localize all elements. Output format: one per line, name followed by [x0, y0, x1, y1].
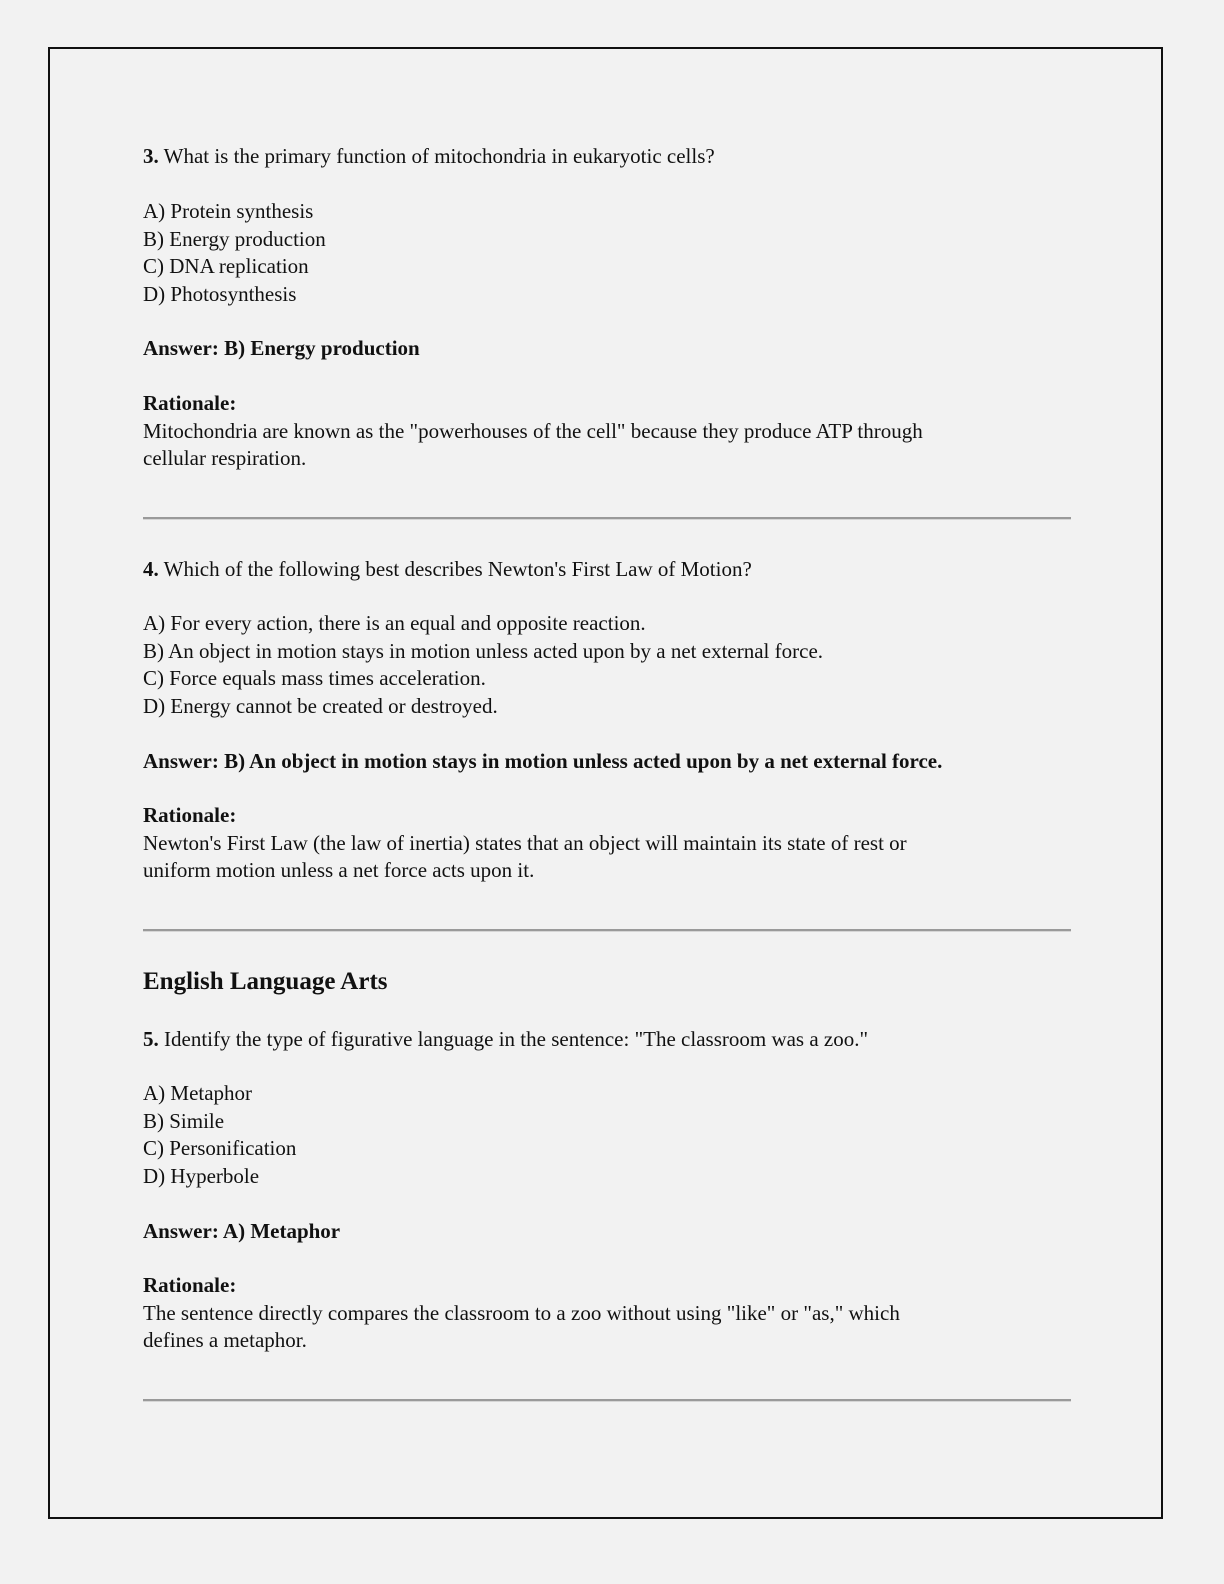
rationale-line: Mitochondria are known as the "powerhouses of the cell" because they produce ATP through	[143, 419, 923, 443]
option-c: C) Force equals mass times acceleration.	[143, 666, 486, 690]
rationale-label: Rationale:	[143, 803, 237, 827]
option-b: B) Energy production	[143, 227, 326, 251]
option-c: C) DNA replication	[143, 254, 309, 278]
question-text: Which of the following best describes Newton's First Law of Motion?	[163, 557, 752, 581]
option-b: B) Simile	[143, 1109, 225, 1133]
question-number: 4.	[143, 557, 159, 581]
rationale-line: uniform motion unless a net force acts upon it.	[143, 858, 535, 882]
question-4	[143, 556, 752, 583]
question-3	[143, 143, 715, 170]
rationale-line: The sentence directly compares the classroom to a zoo without using "like" or "as," which	[143, 1301, 900, 1325]
section-divider	[143, 517, 1071, 520]
answer: Answer: A) Metaphor	[143, 1219, 341, 1243]
option-d: D) Hyperbole	[143, 1164, 260, 1188]
answer: Answer: B) Energy production	[143, 336, 420, 360]
question-number: 5.	[143, 1027, 159, 1051]
rationale-label: Rationale:	[143, 391, 237, 415]
answer: Answer: B) An object in motion stays in motion unless acted upon by a net external force.	[143, 749, 943, 773]
question-text: What is the primary function of mitochondria in eukaryotic cells?	[163, 144, 715, 168]
rationale-line: defines a metaphor.	[143, 1328, 307, 1352]
option-d: D) Photosynthesis	[143, 282, 297, 306]
question-5	[143, 1026, 868, 1053]
option-a: A) For every action, there is an equal and opposite reaction.	[143, 611, 646, 635]
option-a: A) Metaphor	[143, 1081, 253, 1105]
section-divider	[143, 929, 1071, 932]
option-b: B) An object in motion stays in motion unless acted upon by a net external force.	[143, 639, 824, 663]
rationale-line: Newton's First Law (the law of inertia) states that an object will maintain its state of rest or	[143, 831, 907, 855]
rationale-label: Rationale:	[143, 1273, 237, 1297]
question-text: Identify the type of figurative language in the sentence: "The classroom was a zoo."	[164, 1027, 869, 1051]
option-d: D) Energy cannot be created or destroyed.	[143, 694, 498, 718]
section-divider	[143, 1399, 1071, 1402]
option-a: A) Protein synthesis	[143, 199, 314, 223]
option-c: C) Personification	[143, 1136, 297, 1160]
rationale-line: cellular respiration.	[143, 446, 307, 470]
question-number: 3.	[143, 144, 159, 168]
section-heading: English Language Arts	[143, 968, 388, 995]
